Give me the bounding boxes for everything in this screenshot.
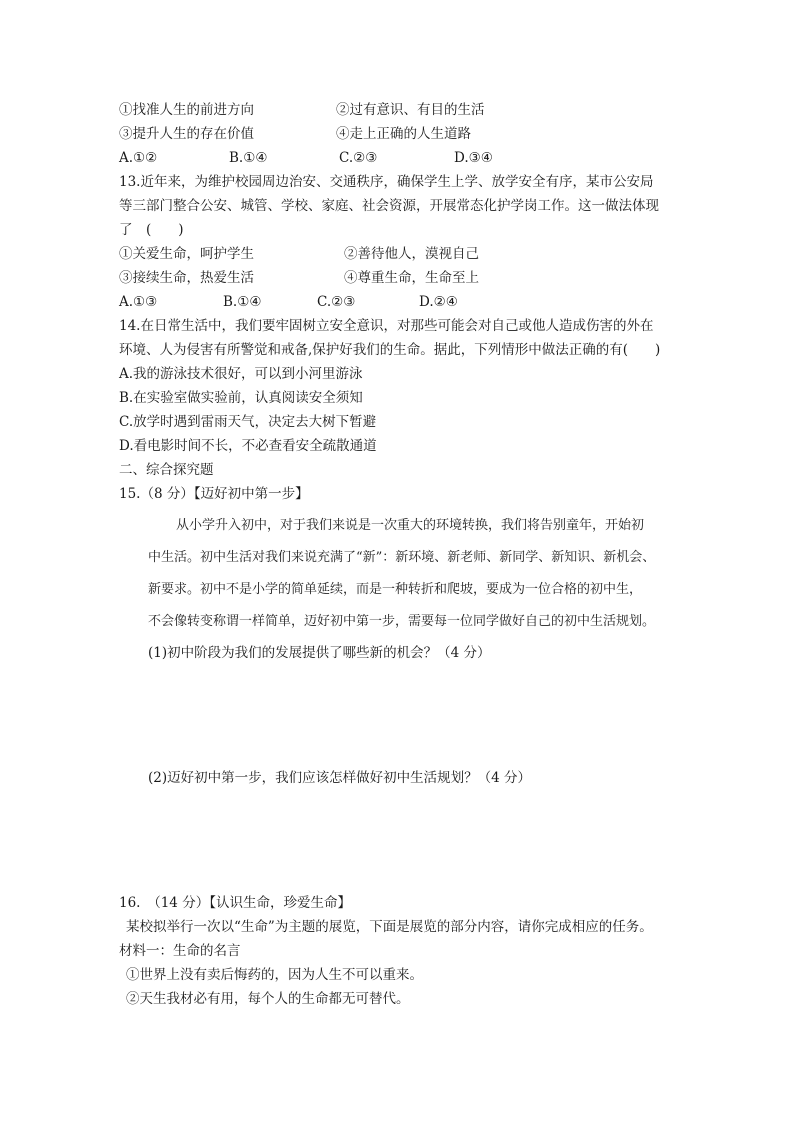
q12-choice-b: B.①④ [229, 150, 268, 166]
q15-passage-line-1: 从小学升入初中，对于我们来说是一次重大的环境转换，我们将告别童年，开始初 [176, 518, 645, 533]
q14-stem-line-2: 环境、人为侵害有所警觉和戒备,保护好我们的生命。据此，下列情形中做法正确的有( ) [119, 342, 661, 358]
q12-choice-a: A.①② [119, 150, 158, 166]
q13-option-4: ④尊重生命，生命至上 [344, 270, 479, 286]
q14-option-d: D.看电影时间不长，不必查看安全疏散通道 [119, 438, 377, 454]
q13-stem-line-2: 等三部门整合公安、城管、学校、家庭、社会资源，开展常态化护学岗工作。这一做法体现 [119, 198, 659, 214]
q15-passage-line-2: 中生活。初中生活对我们来说充满了“新”：新环境、新老师、新同学、新知识、新机会、 [148, 550, 656, 565]
q13-option-1: ①关爱生命，呵护学生 [119, 246, 254, 262]
q16-material-1-title: 材料一：生命的名言 [119, 943, 241, 959]
q16-quote-2: ②天生我材必有用，每个人的生命都无可替代。 [126, 991, 410, 1007]
section-title: 二、综合探究题 [119, 462, 214, 478]
q12-choice-c: C.②③ [339, 150, 378, 166]
q16-quote-1: ①世界上没有卖后悔药的，因为人生不可以重来。 [126, 967, 423, 983]
q13-option-2: ②善待他人，漠视自己 [344, 246, 479, 262]
q12-option-1: ①找准人生的前进方向 [119, 102, 254, 118]
q12-option-3: ③提升人生的存在价值 [119, 126, 254, 142]
q12-option-2: ②过有意识、有目的生活 [336, 102, 485, 118]
q13-stem-line-1: 13.近年来，为维护校园周边治安、交通秩序，确保学生上学、放学安全有序，某市公安局 [119, 174, 654, 190]
q15-passage-line-3: 新要求。初中不是小学的简单延续，而是一种转折和爬坡，要成为一位合格的初中生， [148, 582, 643, 597]
q12-option-4: ④走上正确的人生道路 [336, 126, 471, 142]
q13-stem-line-3: 了 ( ) [119, 222, 184, 238]
q13-choice-d: D.②④ [419, 294, 458, 310]
q15-passage-line-4: 不会像转变称谓一样简单，迈好初中第一步，需要每一位同学做好自己的初中生活规划。 [148, 614, 656, 629]
q13-choice-c: C.②③ [317, 294, 356, 310]
q12-choice-d: D.③④ [454, 150, 493, 166]
q14-option-c: C.放学时遇到雷雨天气，决定去大树下暂避 [119, 414, 377, 430]
q14-stem-line-1: 14.在日常生活中，我们要牢固树立安全意识，对那些可能会对自己或他人造成伤害的外在 [119, 318, 654, 334]
q15-subquestion-2: (2)迈好初中第一步，我们应该怎样做好初中生活规划？（4 分） [148, 770, 532, 786]
q13-choice-b: B.①④ [223, 294, 262, 310]
q14-option-b: B.在实验室做实验前，认真阅读安全须知 [119, 390, 363, 406]
q14-option-a: A.我的游泳技术很好，可以到小河里游泳 [119, 366, 363, 382]
q15-header: 15.（8 分）【迈好初中第一步】 [119, 486, 309, 502]
q16-intro: 某校拟举行一次以“生命”为主题的展览，下面是展览的部分内容，请你完成相应的任务。 [126, 919, 653, 935]
q13-choice-a: A.①③ [119, 294, 158, 310]
q15-subquestion-1: (1)初中阶段为我们的发展提供了哪些新的机会？（4 分） [148, 645, 491, 661]
q16-header: 16. （14 分）【认识生命，珍爱生命】 [119, 895, 351, 911]
q13-option-3: ③接续生命，热爱生活 [119, 270, 254, 286]
